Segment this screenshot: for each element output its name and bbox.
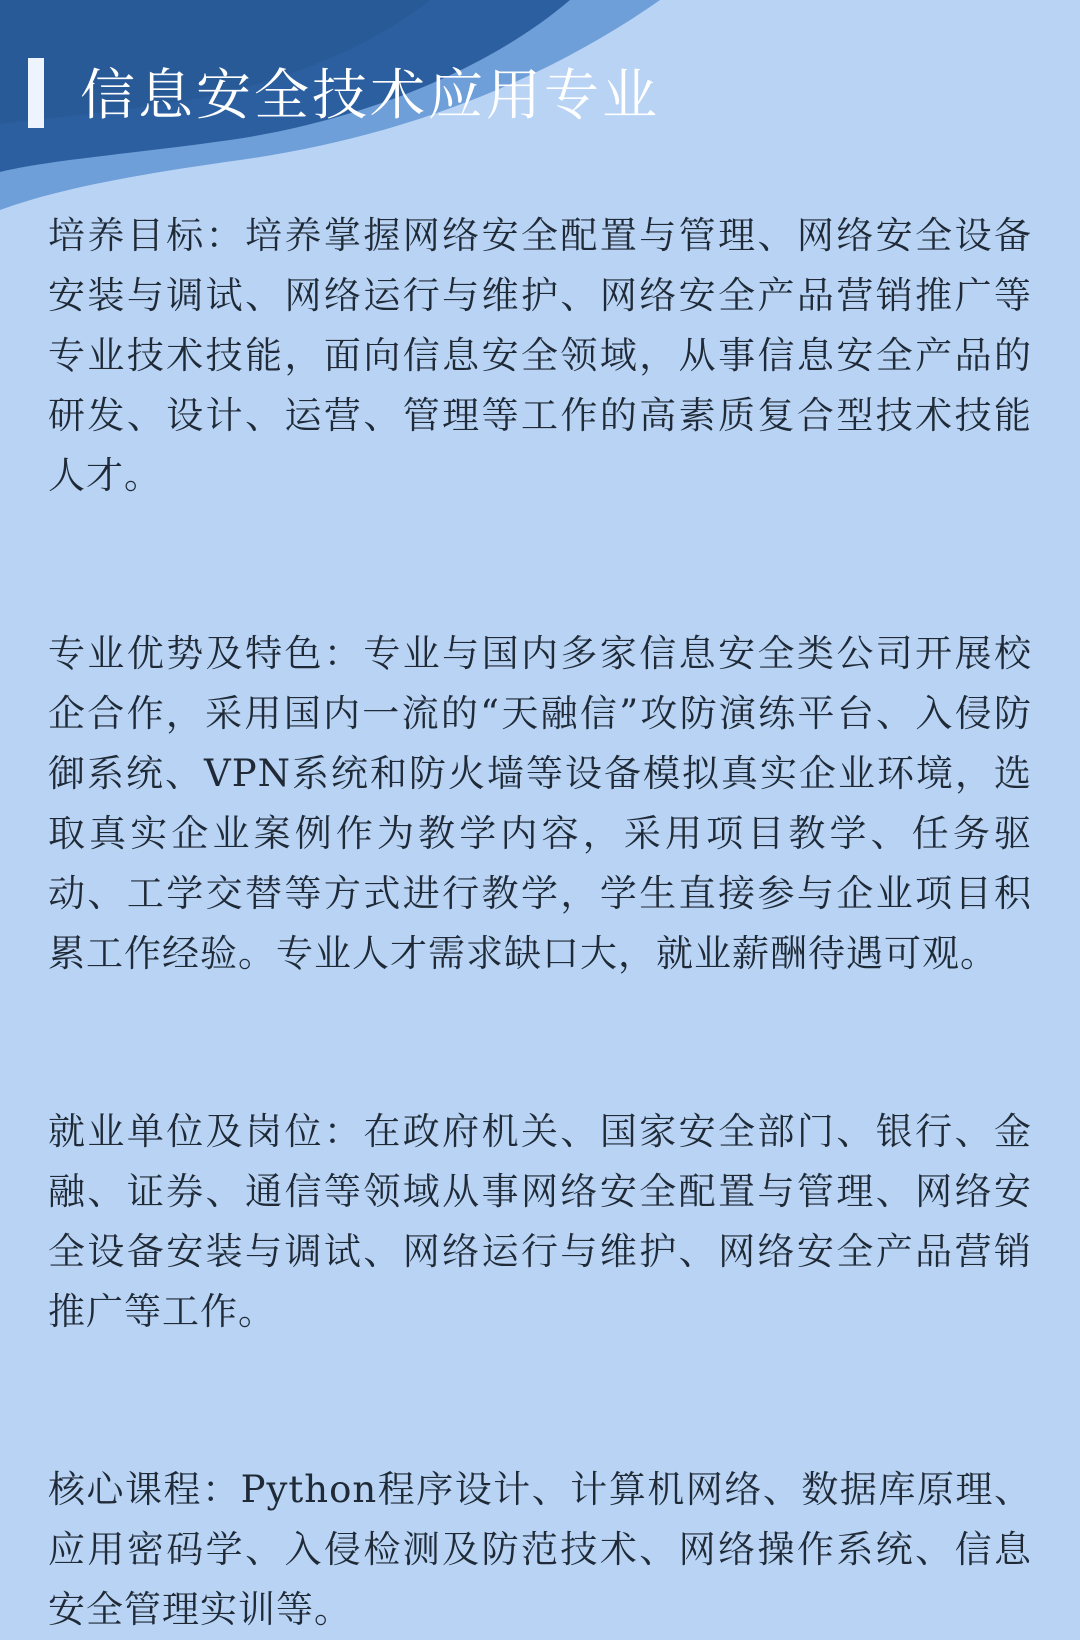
- page-title: 信息安全技术应用专业: [80, 63, 661, 127]
- section-training-goal: 培养目标：培养掌握网络安全配置与管理、网络安全设备安装与调试、网络运行与维护、网络安全产品营销推广等专业技术技能，面向信息安全领域，从事信息安全产品的研发、设计、运营、管理等工作的高素质复合型技术技能人才。: [48, 214, 1032, 497]
- main-content: [48, 206, 1032, 1640]
- section-employment: 就业单位及岗位：在政府机关、国家安全部门、银行、金融、证券、通信等领域从事网络安全配置与管理、网络安全设备安装与调试、网络运行与维护、网络安全产品营销推广等工作。: [48, 1110, 1032, 1333]
- section-advantages: 专业优势及特色：专业与国内多家信息安全类公司开展校企合作，采用国内一流的“天融信”攻防演练平台、入侵防御系统、VPN系统和防火墙等设备模拟真实企业环境，选取真实企业案例作为教学内容，采用项目教学、任务驱动、工学交替等方式进行教学，学生直接参与企业项目积累工作经验。专业人才需求缺口大，就业薪酬待遇可观。: [48, 632, 1032, 975]
- section-core-courses: 核心课程：Python程序设计、计算机网络、数据库原理、应用密码学、入侵检测及防范技术、网络操作系统、信息安全管理实训等。: [48, 1468, 1032, 1631]
- title-accent-bar: [28, 58, 44, 128]
